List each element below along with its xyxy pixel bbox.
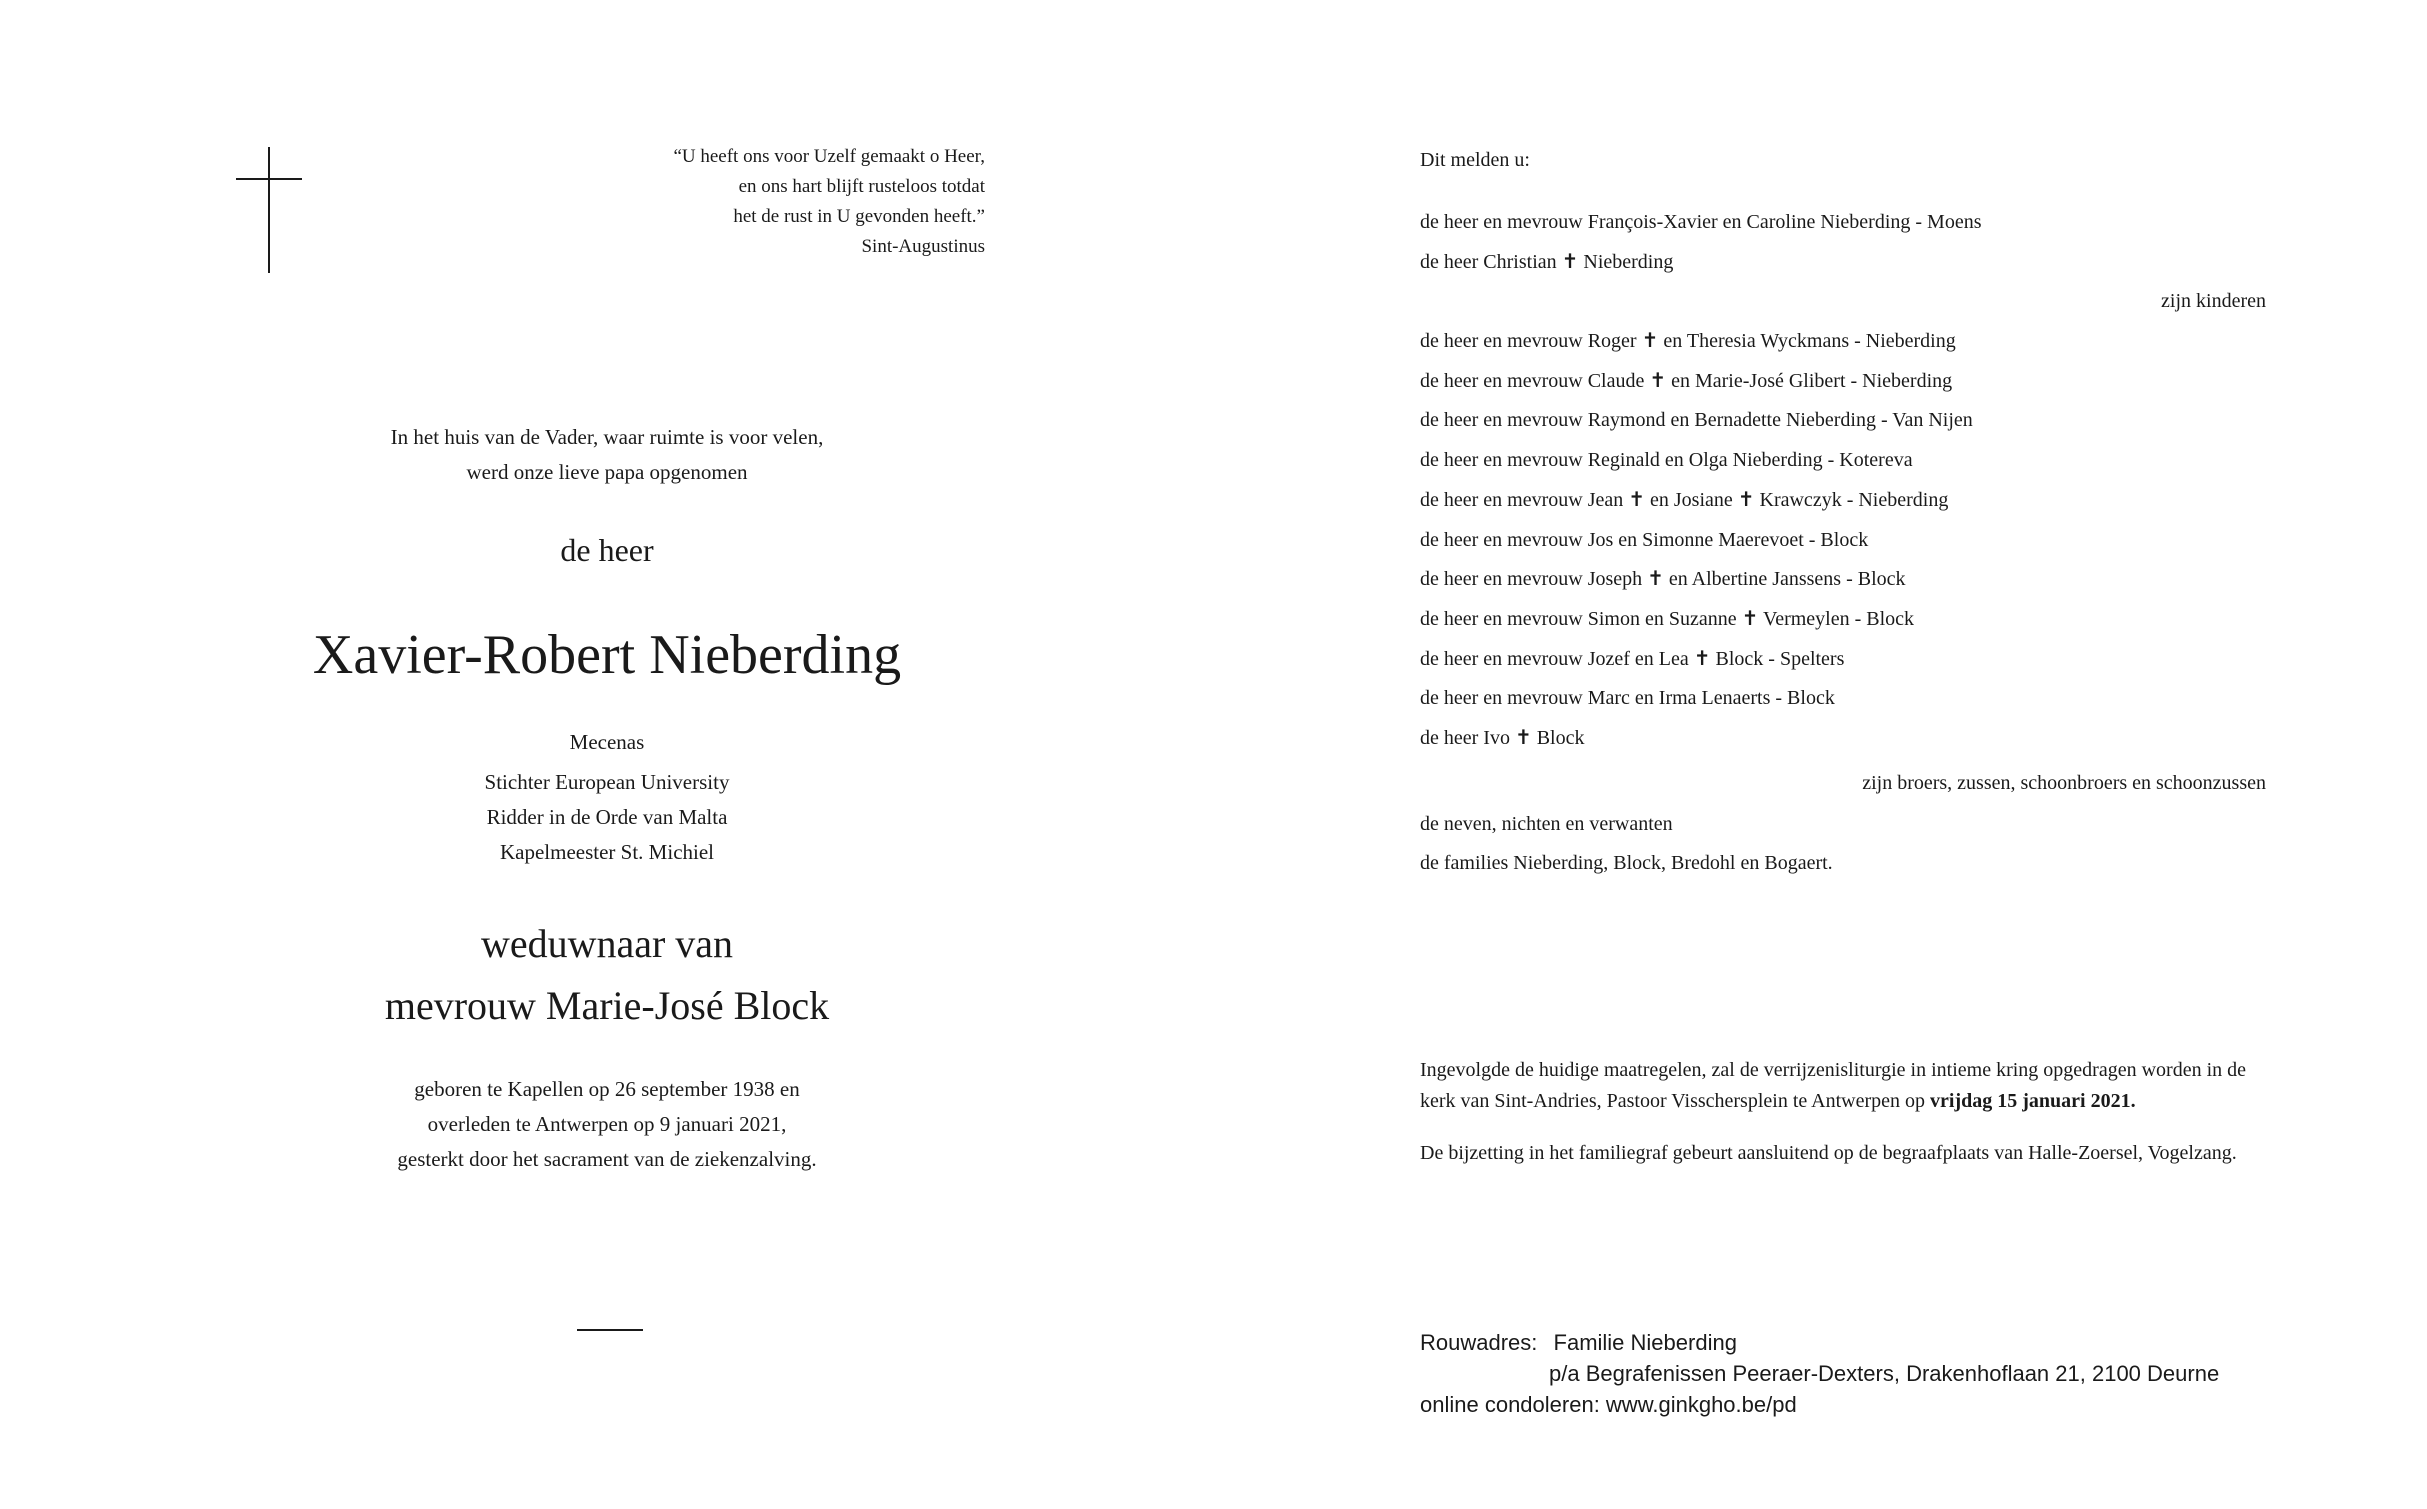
family-row: de heer en mevrouw Jozef en Lea ✝ Block - Spelters (1420, 647, 1845, 670)
quote-line: het de rust in U gevonden heeft.” (733, 206, 985, 227)
family-row: de heer en mevrouw François-Xavier en Caroline Nieberding - Moens (1420, 211, 1982, 233)
quote-line: en ons hart blijft rusteloos totdat (738, 176, 985, 197)
dates-line: gesterkt door het sacrament van de ziekenzalving. (397, 1147, 817, 1171)
address-line (1420, 1327, 2320, 1358)
family-row: de heer en mevrouw Simon en Suzanne ✝ Vermeylen - Block (1420, 607, 1915, 630)
family-row: de heer en mevrouw Reginald en Olga Nieberding - Kotereva (1420, 449, 1913, 472)
family-row: de neven, nichten en verwanten (1420, 812, 1673, 835)
family-relation: zijn kinderen (2161, 290, 2266, 313)
family-row: de heer Christian ✝ Nieberding (1420, 250, 1674, 273)
mourning-address (1420, 1327, 2320, 1420)
address-street: p/a Begrafenissen Peeraer-Dexters, Drakenhoflaan 21, 2100 Deurne (1549, 1361, 2220, 1386)
family-row: de heer en mevrouw Marc en Irma Lenaerts - Block (1420, 687, 1835, 710)
widower-of (192, 913, 1022, 1037)
family-list (1420, 207, 2266, 888)
intro-text (192, 420, 1022, 490)
salutation: de heer (560, 532, 654, 568)
family-row: de heer Ivo ✝ Block (1420, 726, 1585, 749)
widower-line: weduwnaar van (480, 921, 734, 966)
quote (385, 142, 985, 262)
liturgy-info (1420, 1055, 2270, 1190)
family-row: de heer en mevrouw Roger ✝ en Theresia Wyckmans - Nieberding (1420, 330, 1956, 353)
family-relation: zijn broers, zussen, schoonbroers en schoonzussen (1862, 771, 2266, 794)
right-page (1213, 0, 2427, 1509)
dates-line: geboren te Kapellen op 26 september 1938 en (414, 1077, 800, 1101)
burial-paragraph: De bijzetting in het familiegraf gebeurt aansluitend op de begraafplaats van Halle-Zoersel, Vogelzang. (1420, 1142, 2237, 1164)
role: Stichter European University (484, 770, 730, 794)
family-row: de heer en mevrouw Raymond en Bernadette Nieberding - Van Nijen (1420, 409, 1973, 432)
cross-icon (236, 147, 302, 273)
life-dates (192, 1072, 1022, 1177)
role: Kapelmeester St. Michiel (499, 840, 715, 864)
liturgy-date: vrijdag 15 januari 2021. (1930, 1090, 2136, 1112)
deceased-name: Xavier-Robert Nieberding (312, 624, 902, 686)
address-name: Familie Nieberding (1553, 1330, 1737, 1355)
role: Mecenas (569, 730, 645, 754)
dates-line: overleden te Antwerpen op 9 januari 2021, (427, 1112, 787, 1136)
intro-line: In het huis van de Vader, waar ruimte is voor velen, (390, 425, 824, 449)
announce-heading: Dit melden u: (1420, 149, 1530, 171)
online-condolences: online condoleren: www.ginkgho.be/pd (1420, 1392, 1797, 1417)
family-row: de heer en mevrouw Jean ✝ en Josiane ✝ Krawczyk - Nieberding (1420, 488, 1949, 511)
liturgy-text: Ingevolgde de huidige maatregelen, zal de verrijzenisliturgie in intieme kring opgedragen worden in de kerk van Sint-Andries, Pastoor Visschersplein te Antwerpen op (1420, 1059, 2247, 1112)
family-row: de heer en mevrouw Jos en Simonne Maerevoet - Block (1420, 528, 1869, 551)
divider (577, 1329, 643, 1331)
family-row: de families Nieberding, Block, Bredohl en Bogaert. (1420, 852, 1833, 875)
liturgy-paragraph (1420, 1055, 2270, 1117)
family-row: de heer en mevrouw Joseph ✝ en Albertine Janssens - Block (1420, 568, 1906, 591)
address-label: Rouwadres: (1420, 1330, 1538, 1355)
roles-list (192, 725, 1022, 870)
left-page (0, 0, 1213, 1509)
family-row: de heer en mevrouw Claude ✝ en Marie-José Glibert - Nieberding (1420, 369, 1953, 392)
quote-line: “U heeft ons voor Uzelf gemaakt o Heer, (673, 146, 985, 167)
quote-author: Sint-Augustinus (861, 236, 985, 257)
spouse-name: mevrouw Marie-José Block (384, 983, 830, 1028)
role: Ridder in de Orde van Malta (486, 805, 728, 829)
intro-line: werd onze lieve papa opgenomen (466, 460, 748, 484)
